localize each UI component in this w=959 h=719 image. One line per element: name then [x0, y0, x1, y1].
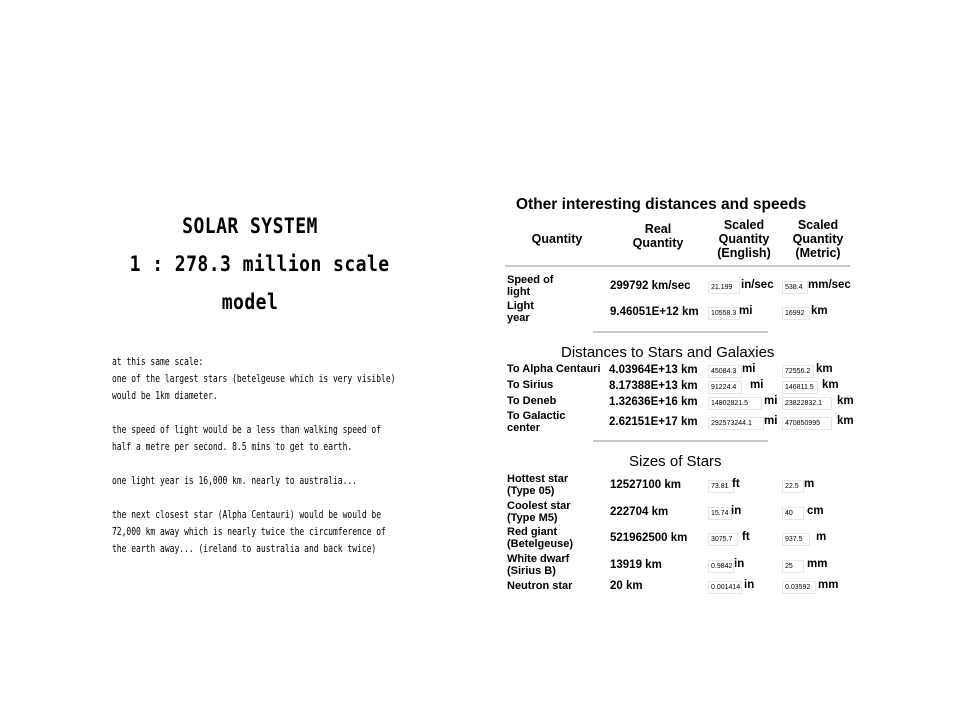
- row-label: Coolest star (Type M5): [507, 500, 571, 524]
- metric-unit: cm: [807, 505, 824, 517]
- metric-unit: m: [804, 478, 815, 490]
- real-value: 1.32636E+16 km: [609, 396, 698, 408]
- note-line: the earth away... (ireland to australia and back twice): [112, 543, 377, 555]
- note-line: the speed of light would be a less than walking speed of: [112, 424, 382, 436]
- english-value: 10558.3: [708, 307, 740, 320]
- note-line: 72,000 km away which is nearly twice the circumference of: [112, 526, 386, 538]
- real-value: 12527100 km: [610, 479, 681, 491]
- title-line: model: [221, 290, 279, 314]
- english-unit: mi: [764, 395, 778, 407]
- metric-unit: mm: [818, 579, 839, 591]
- note-line: at this same scale:: [112, 356, 204, 368]
- metric-value: 937.5: [782, 533, 810, 546]
- row-label: To Deneb: [507, 395, 557, 407]
- english-value: 45084.3: [708, 365, 742, 378]
- metric-unit: km: [816, 363, 833, 375]
- header-line: Scaled: [723, 218, 765, 232]
- real-value: 222704 km: [610, 506, 669, 518]
- metric-value: 72556.2: [782, 365, 814, 378]
- metric-value: 22.5: [782, 480, 804, 493]
- divider: [593, 440, 768, 442]
- metric-value: 470850995: [782, 417, 832, 430]
- real-value: 8.17388E+13 km: [609, 380, 698, 392]
- header-metric: [785, 218, 851, 260]
- english-value: 0.9842: [708, 560, 734, 573]
- english-value: 73.81: [708, 480, 734, 493]
- header-line: Quantity: [792, 232, 844, 246]
- metric-unit: mm/sec: [808, 279, 851, 291]
- header-real: [617, 222, 699, 250]
- real-value: 9.46051E+12 km: [610, 306, 699, 318]
- divider: [505, 265, 850, 267]
- header-line: (English): [717, 246, 771, 260]
- metric-value: 538.4: [782, 281, 808, 294]
- english-unit: mi: [739, 305, 753, 317]
- header-line: Scaled: [797, 218, 839, 232]
- english-unit: mi: [764, 415, 778, 427]
- left-title: [129, 207, 390, 321]
- metric-unit: km: [811, 305, 828, 317]
- metric-value: 146811.5: [782, 381, 818, 394]
- english-value: 91224.4: [708, 381, 742, 394]
- divider: [593, 331, 768, 333]
- english-value: 14802821.5: [708, 397, 762, 410]
- english-unit: in: [744, 579, 755, 591]
- english-unit: ft: [732, 478, 740, 490]
- real-value: 20 km: [610, 580, 643, 592]
- row-label: To Galactic center: [507, 410, 566, 434]
- row-label: White dwarf (Sirius B): [507, 553, 570, 577]
- row-label: Red giant (Betelgeuse): [507, 526, 574, 550]
- header-line: Quantity: [718, 232, 770, 246]
- row-label: Hottest star (Type 05): [507, 473, 569, 497]
- metric-unit: km: [822, 379, 839, 391]
- real-value: 2.62151E+17 km: [609, 416, 698, 428]
- header-line: Quantity: [632, 236, 684, 250]
- row-label: Speed of light: [507, 274, 554, 298]
- header-line: Real: [644, 222, 672, 236]
- metric-value: 40: [782, 507, 804, 520]
- metric-value: 16992: [782, 307, 810, 320]
- english-value: 292573244.1: [708, 417, 764, 430]
- english-unit: in/sec: [741, 279, 774, 291]
- english-value: 15.74: [708, 507, 732, 520]
- english-unit: ft: [742, 531, 750, 543]
- row-label: To Sirius: [507, 379, 554, 391]
- metric-unit: km: [837, 415, 854, 427]
- note-line: one light year is 16,000 km. nearly to australia...: [112, 475, 358, 487]
- left-notes: [112, 354, 396, 558]
- english-value: 21.199: [708, 281, 740, 294]
- note-line: one of the largest stars (betelgeuse which is very visible): [112, 373, 396, 385]
- english-unit: in: [731, 505, 742, 517]
- title-line: 1 : 278.3 million scale: [129, 252, 390, 276]
- note-line: would be 1km diameter.: [112, 390, 218, 402]
- note-line: half a metre per second. 8.5 mins to get to earth.: [112, 441, 353, 453]
- real-value: 13919 km: [610, 559, 662, 571]
- row-label: Light year: [507, 300, 534, 324]
- metric-value: 25: [782, 560, 804, 573]
- metric-unit: km: [837, 395, 854, 407]
- metric-unit: mm: [807, 558, 828, 570]
- english-value: 0.001414: [708, 581, 742, 594]
- real-value: 521962500 km: [610, 532, 688, 544]
- english-value: 3075.7: [708, 533, 738, 546]
- header-line: (Metric): [795, 246, 841, 260]
- panel-title: Other interesting distances and speeds: [516, 196, 807, 213]
- header-quantity: Quantity: [531, 232, 583, 246]
- title-line: SOLAR SYSTEM: [182, 214, 318, 238]
- metric-value: 23822832.1: [782, 397, 832, 410]
- row-label: Neutron star: [507, 580, 573, 592]
- stars-section-title: Distances to Stars and Galaxies: [561, 344, 775, 361]
- real-value: 299792 km/sec: [610, 280, 691, 292]
- header-english: [711, 218, 777, 260]
- english-unit: in: [734, 558, 745, 570]
- real-value: 4.03964E+13 km: [609, 364, 698, 376]
- english-unit: mi: [750, 379, 764, 391]
- note-line: the next closest star (Alpha Centauri) would be would be: [112, 509, 382, 521]
- metric-value: 0.03592: [782, 581, 816, 594]
- metric-unit: m: [816, 531, 827, 543]
- sizes-section-title: Sizes of Stars: [629, 453, 722, 470]
- english-unit: mi: [742, 363, 756, 375]
- row-label: To Alpha Centauri: [507, 363, 601, 375]
